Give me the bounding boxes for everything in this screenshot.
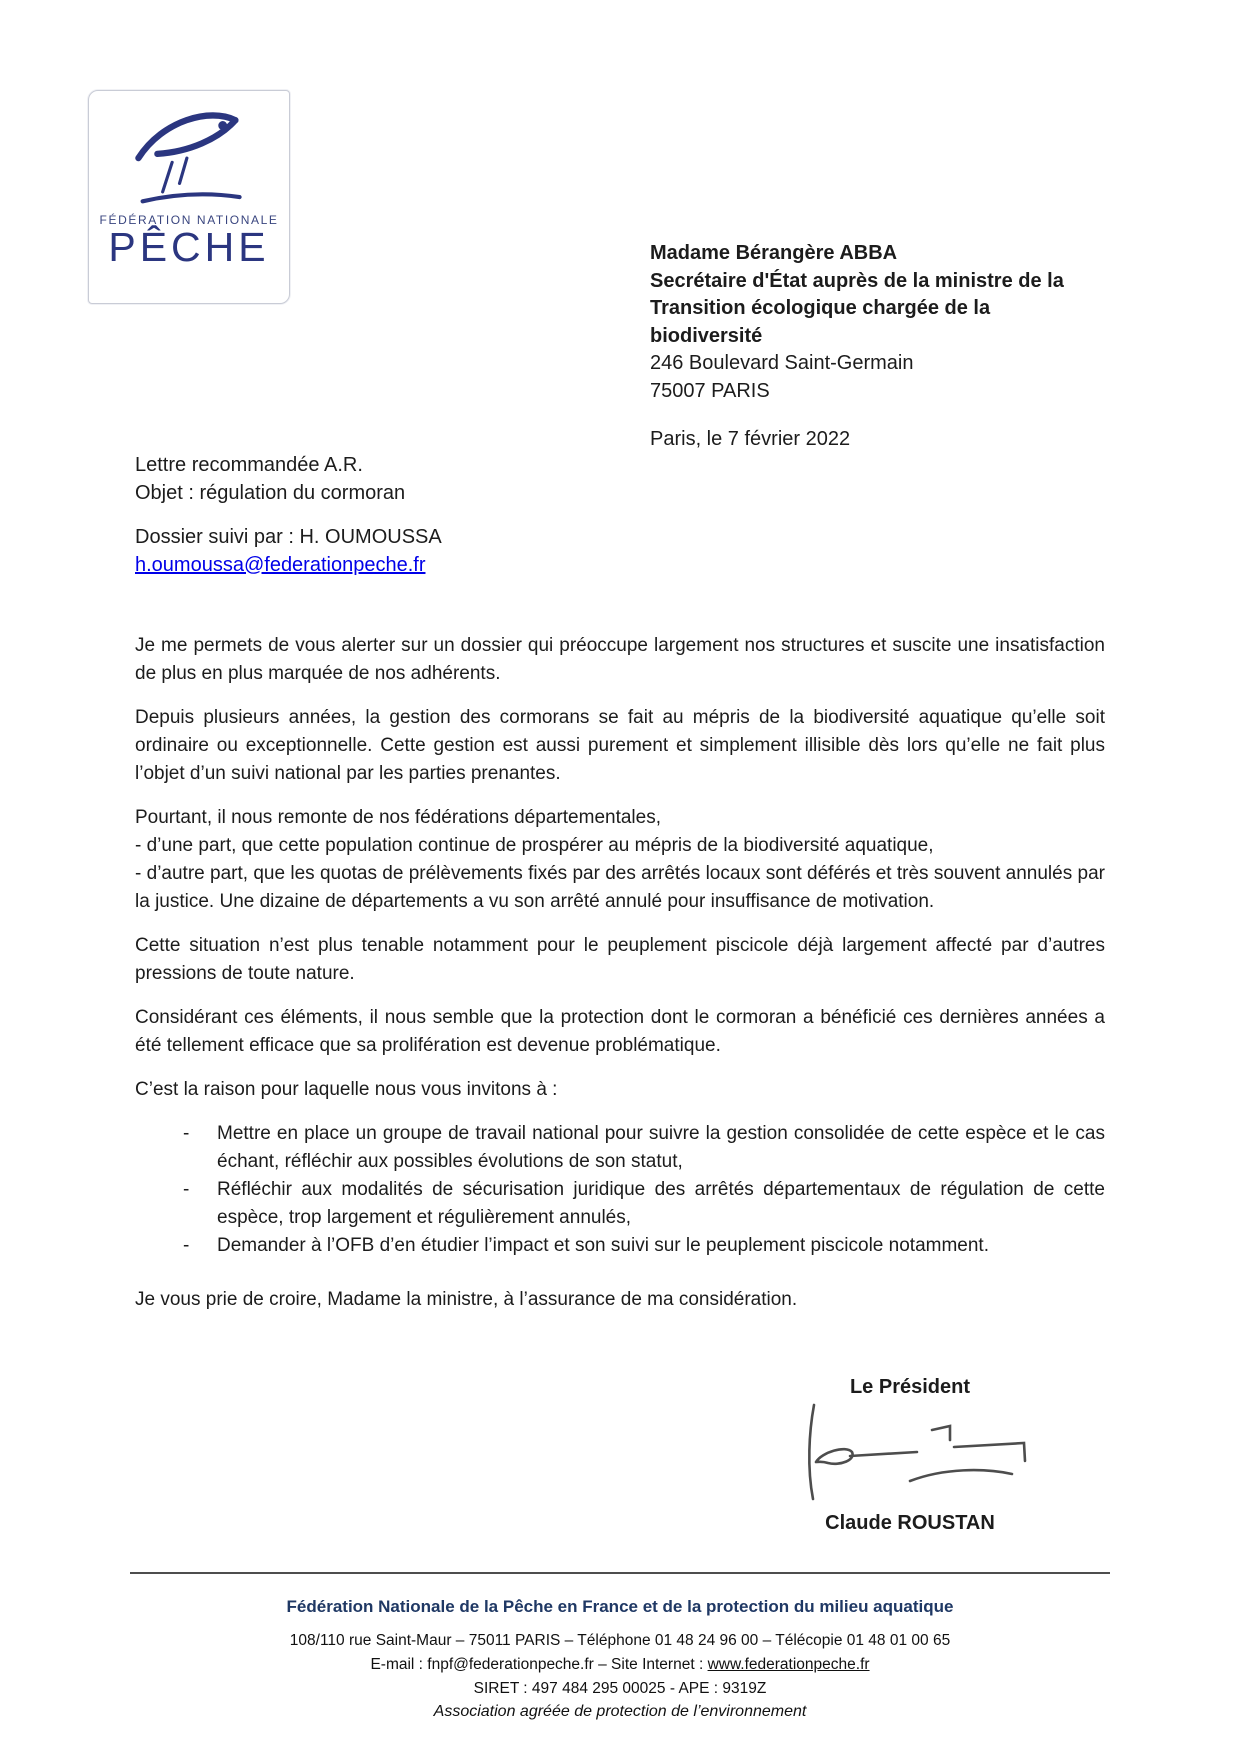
footer-association: Association agréée de protection de l’environnement bbox=[433, 1703, 807, 1720]
handler-line: Dossier suivi par : H. OUMOUSSA bbox=[135, 526, 442, 548]
paragraph-3-intro: Pourtant, il nous remonte de nos fédérations départementales, bbox=[135, 807, 661, 828]
recipient-city: 75007 PARIS bbox=[650, 379, 770, 402]
fish-icon bbox=[125, 97, 253, 215]
handler-block bbox=[135, 524, 442, 579]
closing-formula: Je vous prie de croire, Madame la ministre, à l’assurance de ma considération. bbox=[135, 1289, 798, 1310]
footer-organization: Fédération Nationale de la Pêche en France et de la protection du milieu aquatique bbox=[286, 1597, 954, 1616]
reference-block bbox=[135, 452, 405, 507]
list-item-text: Réfléchir aux modalités de sécurisation juridique des arrêtés départementaux de régulation de cette espèce, trop largement et régulièrement annulés, bbox=[217, 1179, 1105, 1228]
signer-name: Claude ROUSTAN bbox=[825, 1512, 995, 1534]
footer-email-text: E-mail : fnpf@federationpeche.fr – Site Internet : bbox=[370, 1656, 708, 1673]
recipient-title-line3: biodiversité bbox=[650, 324, 763, 347]
subject-line: Objet : régulation du cormoran bbox=[135, 481, 406, 504]
paragraph-6: C’est la raison pour laquelle nous vous invitons à : bbox=[135, 1079, 558, 1100]
paragraph-5: Considérant ces éléments, il nous semble que la protection dont le cormoran a bénéficié ces dernières années a été tellement efficace que sa prolifération est devenue problématique. bbox=[135, 1007, 1105, 1056]
letter-body bbox=[135, 632, 1105, 1330]
paragraph-2: Depuis plusieurs années, la gestion des cormorans se fait au mépris de la biodiversité aquatique qu’elle soit ordinaire ou exceptionnelle. Cette gestion est aussi purement et simplement illisible dès lors qu’elle ne fait plus l’objet d’un suivi national par les parties prenantes. bbox=[135, 707, 1105, 784]
recipient-street: 246 Boulevard Saint-Germain bbox=[650, 352, 914, 374]
footer-contact bbox=[0, 1656, 1240, 1674]
recipient-name: Madame Bérangère ABBA bbox=[650, 242, 898, 264]
date-line: Paris, le 7 février 2022 bbox=[650, 428, 851, 450]
footer-siret: SIRET : 497 484 295 00025 - APE : 9319Z bbox=[473, 1680, 767, 1697]
footer-divider bbox=[130, 1572, 1110, 1574]
list-item bbox=[183, 1176, 1105, 1232]
paragraph-3 bbox=[135, 804, 1105, 916]
list-item-text: Mettre en place un groupe de travail national pour suivre la gestion consolidée de cette espèce et le cas échant, réfléchir aux possibles évolutions de son statut, bbox=[217, 1123, 1105, 1172]
fnpf-logo bbox=[88, 90, 290, 304]
paragraph-3-point-2: - d’autre part, que les quotas de prélèvements fixés par des arrêtés locaux sont déférés et très souvent annulés par la justice. Une dizaine de départements a vu son arrêté annulé pour insuffisance de motivation. bbox=[135, 863, 1105, 912]
paragraph-4: Cette situation n’est plus tenable notamment pour le peuplement piscicole déjà largement affecté par d’autres pressions de toute nature. bbox=[135, 935, 1105, 984]
recipient-title-line2: Transition écologique chargée de la bbox=[650, 297, 991, 319]
handler-email-link[interactable]: h.oumoussa@federationpeche.fr bbox=[135, 553, 426, 576]
footer-address: 108/110 rue Saint-Maur – 75011 PARIS – Téléphone 01 48 24 96 00 – Télécopie 01 48 01 00 65 bbox=[289, 1632, 951, 1649]
recipient-title-line1: Secrétaire d'État auprès de la ministre de la bbox=[650, 269, 1064, 292]
list-item bbox=[183, 1120, 1105, 1176]
recipient-block bbox=[650, 240, 1064, 405]
footer-website-link[interactable]: www.federationpeche.fr bbox=[707, 1656, 870, 1673]
paragraph-3-point-1: - d’une part, que cette population continue de prospérer au mépris de la biodiversité aquatique, bbox=[135, 835, 934, 856]
dash-bullet-icon: - bbox=[183, 1235, 190, 1256]
list-item-text: Demander à l’OFB d’en étudier l’impact et son suivi sur le peuplement piscicole notamment. bbox=[217, 1235, 989, 1256]
signature-image bbox=[782, 1402, 1032, 1507]
dash-bullet-icon: - bbox=[183, 1179, 190, 1200]
dash-bullet-icon: - bbox=[183, 1123, 190, 1144]
logo-title: PÊCHE bbox=[108, 224, 270, 270]
logo-subtitle: FÉDÉRATION NATIONALE bbox=[99, 213, 279, 227]
request-list bbox=[135, 1120, 1105, 1260]
paragraph-1: Je me permets de vous alerter sur un dossier qui préoccupe largement nos structures et suscite une insatisfaction de plus en plus marquée de nos adhérents. bbox=[135, 635, 1105, 684]
signer-title: Le Président bbox=[849, 1376, 971, 1398]
list-item bbox=[183, 1232, 1105, 1260]
registered-mail-label: Lettre recommandée A.R. bbox=[135, 454, 363, 476]
